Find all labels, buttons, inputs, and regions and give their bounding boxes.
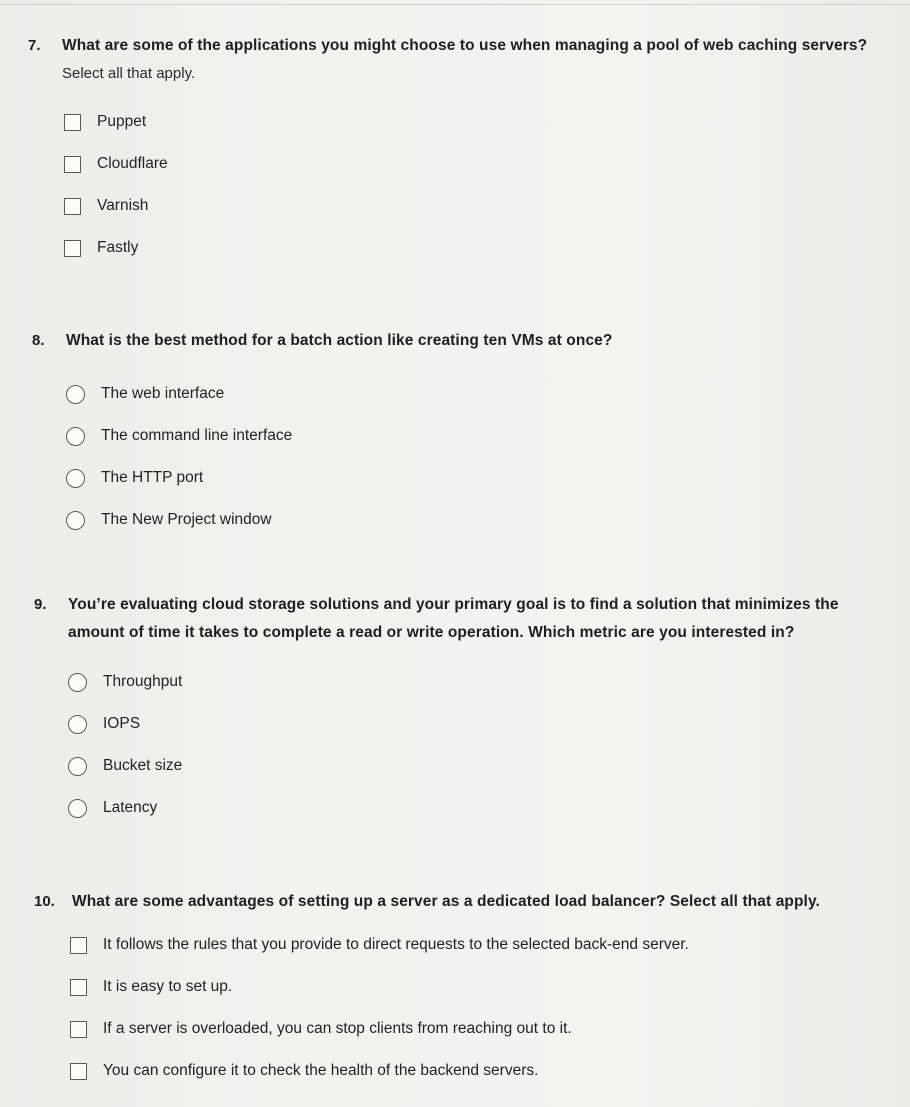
- option-label: IOPS: [103, 715, 141, 732]
- radio-icon[interactable]: [68, 715, 87, 734]
- checkbox-icon[interactable]: [64, 156, 81, 173]
- option-label: It is easy to set up.: [103, 978, 233, 995]
- question-number: 10.: [34, 893, 55, 910]
- radio-icon[interactable]: [68, 673, 87, 692]
- checkbox-group: [0, 924, 910, 1092]
- radio-icon[interactable]: [68, 757, 87, 776]
- option-latency[interactable]: [68, 787, 910, 829]
- radio-icon[interactable]: [68, 799, 87, 818]
- question-7: [0, 32, 910, 269]
- option-label: You can configure it to check the health of the backend servers.: [103, 1062, 539, 1079]
- option-label: Puppet: [97, 113, 147, 130]
- checkbox-icon[interactable]: [70, 979, 87, 996]
- option-label: The New Project window: [101, 511, 272, 528]
- option-fastly[interactable]: [64, 227, 910, 269]
- checkbox-icon[interactable]: [70, 1063, 87, 1080]
- radio-icon[interactable]: [66, 469, 85, 488]
- option-command-line-interface[interactable]: [66, 415, 910, 457]
- option-puppet[interactable]: [64, 101, 910, 143]
- checkbox-icon[interactable]: [70, 937, 87, 954]
- checkbox-icon[interactable]: [70, 1021, 87, 1038]
- option-label: Latency: [103, 799, 158, 816]
- checkbox-icon[interactable]: [64, 114, 81, 131]
- option-iops[interactable]: [68, 703, 910, 745]
- radio-icon[interactable]: [66, 385, 85, 404]
- option-label: Fastly: [97, 239, 139, 256]
- checkbox-icon[interactable]: [64, 198, 81, 215]
- radio-icon[interactable]: [66, 511, 85, 530]
- question-text: What are some advantages of setting up a server as a dedicated load balancer? Select all that apply.: [72, 893, 820, 910]
- option-label: Cloudflare: [97, 155, 168, 172]
- radio-group: [0, 373, 910, 541]
- option-http-port[interactable]: [66, 457, 910, 499]
- option-label: Varnish: [97, 197, 149, 214]
- option-bucket-size[interactable]: [68, 745, 910, 787]
- option-label: Bucket size: [103, 757, 183, 774]
- option-throughput[interactable]: [68, 661, 910, 703]
- question-8: [0, 327, 910, 541]
- option-varnish[interactable]: [64, 185, 910, 227]
- option-label: It follows the rules that you provide to direct requests to the selected back-end server.: [103, 936, 689, 953]
- radio-group: [0, 661, 910, 829]
- option-cloudflare[interactable]: [64, 143, 910, 185]
- option-label: If a server is overloaded, you can stop clients from reaching out to it.: [103, 1020, 572, 1037]
- top-divider: [0, 4, 910, 5]
- option-label: The command line interface: [101, 427, 293, 444]
- option-follows-rules[interactable]: [70, 924, 910, 966]
- option-health-check[interactable]: [70, 1050, 910, 1092]
- checkbox-icon[interactable]: [64, 240, 81, 257]
- option-new-project-window[interactable]: [66, 499, 910, 541]
- option-label: The web interface: [101, 385, 225, 402]
- question-number: 7.: [28, 37, 41, 54]
- question-9: [0, 591, 910, 829]
- question-number: 9.: [34, 596, 47, 613]
- option-web-interface[interactable]: [66, 373, 910, 415]
- question-text: What are some of the applications you might choose to use when managing a pool of web caching servers?: [62, 37, 868, 54]
- radio-icon[interactable]: [66, 427, 85, 446]
- option-easy-to-set-up[interactable]: [70, 966, 910, 1008]
- question-number: 8.: [32, 332, 45, 349]
- question-text: What is the best method for a batch action like creating ten VMs at once?: [66, 332, 613, 349]
- question-10: [0, 888, 910, 1092]
- option-stop-clients-overloaded[interactable]: [70, 1008, 910, 1050]
- option-label: The HTTP port: [101, 469, 204, 486]
- option-label: Throughput: [103, 673, 183, 690]
- question-text: You’re evaluating cloud storage solutions and your primary goal is to find a solution that minimizes the amount of time it takes to complete a read or write operation. Which metric are you interested in?: [68, 596, 839, 641]
- question-instruction: Select all that apply.: [62, 65, 196, 82]
- checkbox-group: [0, 101, 910, 269]
